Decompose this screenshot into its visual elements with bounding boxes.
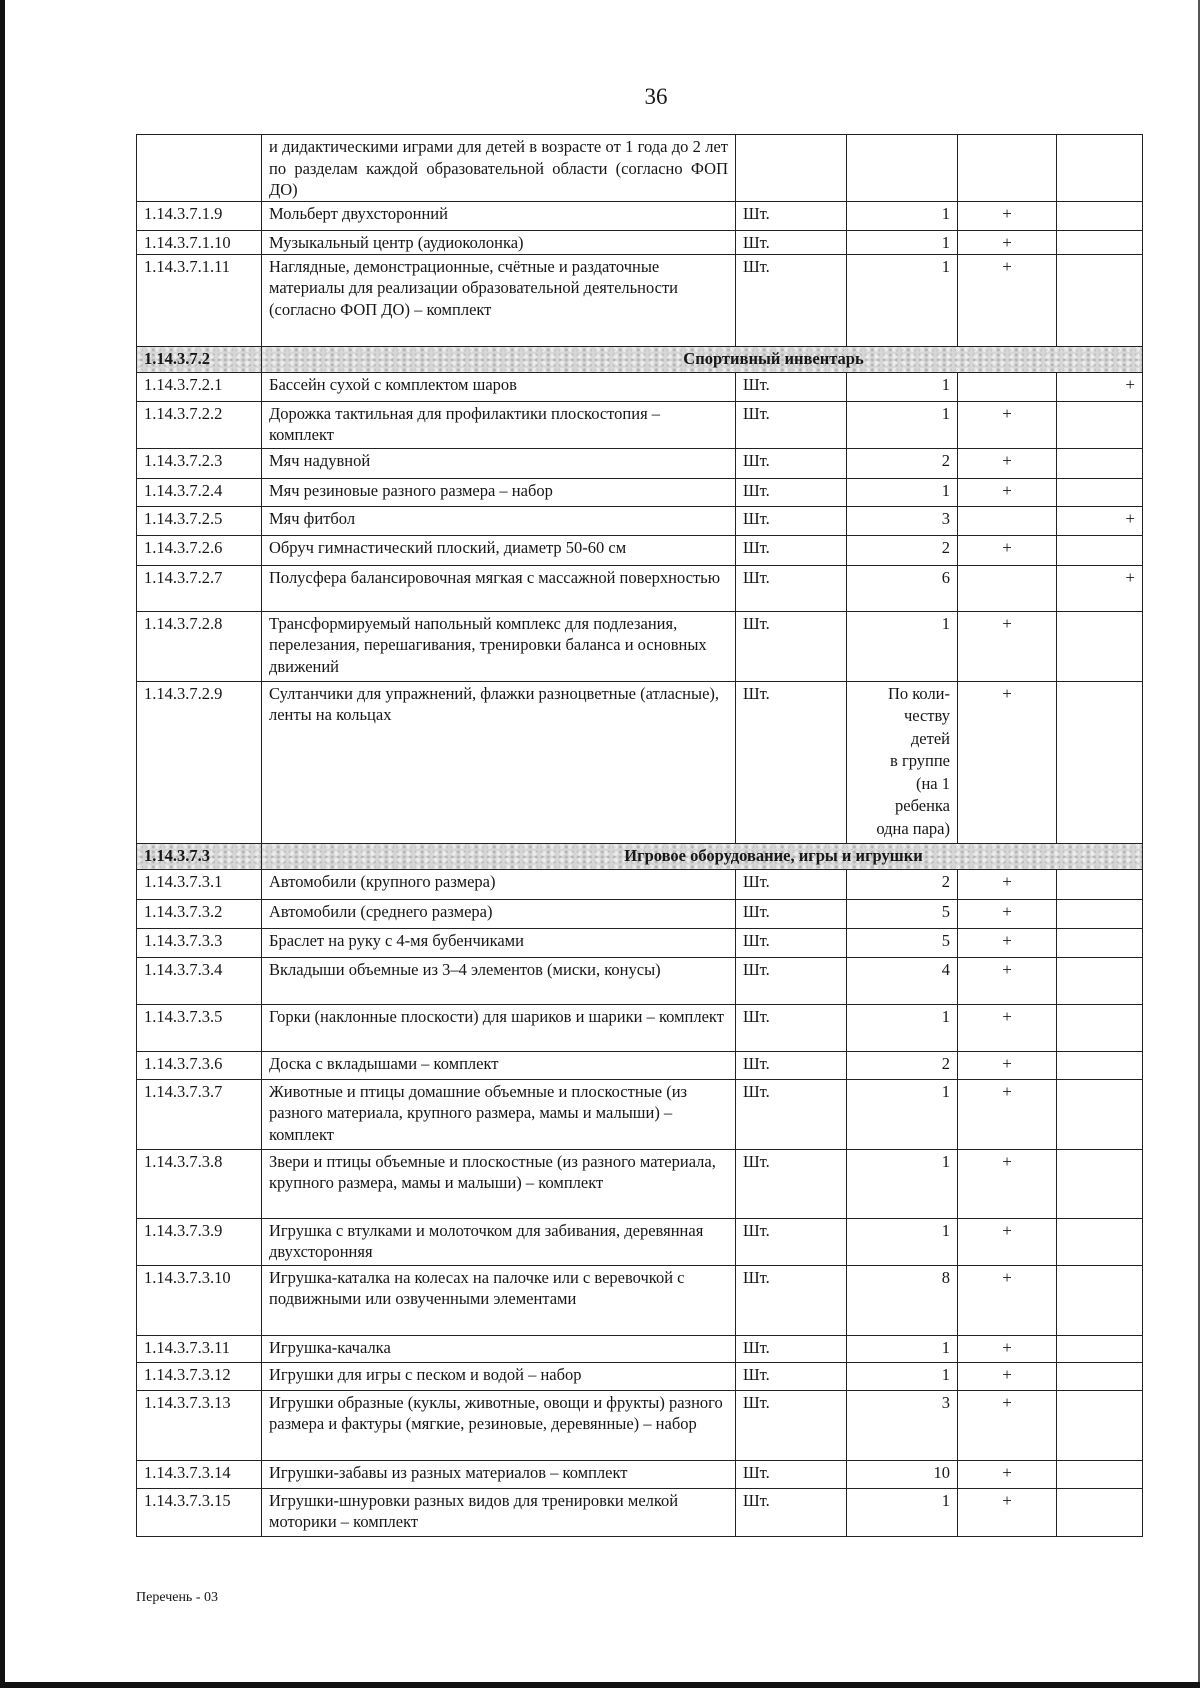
item-name: Вкладыши объемные из 3–4 элементов (миски, конусы) [262,957,736,1004]
item-code: 1.14.3.7.3.12 [137,1362,262,1390]
item-quantity: 1 [847,1079,958,1149]
item-quantity: 1 [847,1004,958,1051]
table-row [137,1265,1143,1335]
item-mark-a: + [958,1362,1057,1390]
item-mark-a: + [958,1390,1057,1460]
table-row [137,1051,1143,1079]
section-code: 1.14.3.7.3 [137,843,262,869]
section-code: 1.14.3.7.2 [137,346,262,372]
item-mark-a: + [958,1051,1057,1079]
item-name: Полусфера балансировочная мягкая с массажной поверхностью [262,565,736,611]
item-unit: Шт. [736,1460,847,1488]
item-quantity: 1 [847,201,958,230]
table-row [137,1218,1143,1265]
item-unit: Шт. [736,1004,847,1051]
item-mark-a [958,135,1057,202]
item-mark-b: + [1057,565,1143,611]
item-unit: Шт. [736,401,847,448]
item-unit: Шт. [736,899,847,928]
table-row [137,1362,1143,1390]
item-unit: Шт. [736,1149,847,1218]
page-number: 36 [644,84,668,109]
item-name: Султанчики для упражнений, флажки разноцветные (атласные), ленты на кольцах [262,681,736,843]
item-code: 1.14.3.7.1.11 [137,254,262,346]
item-mark-a: + [958,681,1057,843]
item-mark-a: + [958,1265,1057,1335]
item-quantity: 5 [847,899,958,928]
table-row [137,611,1143,681]
table-row [137,1079,1143,1149]
item-unit: Шт. [736,565,847,611]
scan-edge [0,1682,1200,1688]
item-unit: Шт. [736,869,847,899]
item-code: 1.14.3.7.2.2 [137,401,262,448]
table-body [137,135,1143,1537]
item-mark-a: + [958,535,1057,565]
item-name: и дидактическими играми для детей в возрасте от 1 года до 2 лет по разделам каждой образовательной области (согласно ФОП ДО) [262,135,736,202]
item-mark-b [1057,535,1143,565]
item-code: 1.14.3.7.3.11 [137,1335,262,1362]
item-quantity: 1 [847,1362,958,1390]
item-quantity: 8 [847,1265,958,1335]
item-mark-a: + [958,869,1057,899]
item-quantity: 1 [847,401,958,448]
item-mark-a: + [958,230,1057,254]
item-name: Игрушки для игры с песком и водой – набор [262,1362,736,1390]
table-row [137,1488,1143,1536]
item-mark-a: + [958,478,1057,506]
item-mark-a: + [958,201,1057,230]
item-quantity: 1 [847,230,958,254]
table-row [137,869,1143,899]
item-unit: Шт. [736,1390,847,1460]
item-unit: Шт. [736,1265,847,1335]
item-mark-a: + [958,1004,1057,1051]
item-name: Игрушки-шнуровки разных видов для тренировки мелкой моторики – комплект [262,1488,736,1536]
item-mark-b [1057,1004,1143,1051]
item-mark-a [958,506,1057,535]
item-code: 1.14.3.7.3.10 [137,1265,262,1335]
table-row [137,372,1143,401]
item-mark-b [1057,1390,1143,1460]
item-mark-b [1057,1488,1143,1536]
table-row [137,1335,1143,1362]
item-mark-b [1057,1218,1143,1265]
item-mark-b [1057,1051,1143,1079]
table-row [137,230,1143,254]
item-name: Горки (наклонные плоскости) для шариков и шарики – комплект [262,1004,736,1051]
item-unit: Шт. [736,611,847,681]
item-quantity: 1 [847,611,958,681]
item-code: 1.14.3.7.3.2 [137,899,262,928]
item-unit: Шт. [736,1362,847,1390]
item-mark-a: + [958,1460,1057,1488]
item-name: Музыкальный центр (аудиоколонка) [262,230,736,254]
item-unit: Шт. [736,928,847,957]
item-mark-b [1057,135,1143,202]
table-row [137,535,1143,565]
item-name: Мольберт двухсторонний [262,201,736,230]
item-mark-a [958,372,1057,401]
section-title: Спортивный инвентарь [262,346,1143,372]
item-name: Трансформируемый напольный комплекс для подлезания, перелезания, перешагивания, тренировки баланса и основных движений [262,611,736,681]
item-unit: Шт. [736,1488,847,1536]
item-quantity: По коли- честву детей в группе (на 1 ребенка одна пара) [847,681,958,843]
item-mark-a: + [958,401,1057,448]
item-mark-a: + [958,448,1057,478]
item-name: Обруч гимнастический плоский, диаметр 50-60 см [262,535,736,565]
item-code: 1.14.3.7.2.1 [137,372,262,401]
item-code: 1.14.3.7.1.9 [137,201,262,230]
item-mark-b: + [1057,506,1143,535]
item-name: Животные и птицы домашние объемные и плоскостные (из разного материала, крупного размера, мамы и малыши) – комплект [262,1079,736,1149]
item-mark-a: + [958,1079,1057,1149]
item-quantity: 1 [847,254,958,346]
item-mark-b [1057,899,1143,928]
item-quantity: 2 [847,869,958,899]
item-name: Доска с вкладышами – комплект [262,1051,736,1079]
item-quantity: 10 [847,1460,958,1488]
table-row [137,565,1143,611]
item-name: Игрушка с втулками и молоточком для забивания, деревянная двухсторонняя [262,1218,736,1265]
item-quantity: 6 [847,565,958,611]
item-unit: Шт. [736,201,847,230]
item-unit: Шт. [736,506,847,535]
item-mark-b [1057,401,1143,448]
item-unit: Шт. [736,230,847,254]
item-mark-a: + [958,1335,1057,1362]
item-code [137,135,262,202]
table-row [137,1390,1143,1460]
item-code: 1.14.3.7.3.15 [137,1488,262,1536]
item-name: Игрушка-каталка на колесах на палочке или с веревочкой с подвижными или озвученными элементами [262,1265,736,1335]
item-name: Дорожка тактильная для профилактики плоскостопия – комплект [262,401,736,448]
item-name: Бассейн сухой с комплектом шаров [262,372,736,401]
table-row [137,401,1143,448]
item-mark-b: + [1057,372,1143,401]
item-unit: Шт. [736,448,847,478]
item-mark-b [1057,1265,1143,1335]
item-name: Мяч фитбол [262,506,736,535]
item-quantity: 1 [847,1488,958,1536]
item-mark-b [1057,1149,1143,1218]
item-code: 1.14.3.7.3.5 [137,1004,262,1051]
item-code: 1.14.3.7.3.13 [137,1390,262,1460]
item-mark-b [1057,681,1143,843]
item-mark-a [958,565,1057,611]
table-row [137,957,1143,1004]
item-unit: Шт. [736,478,847,506]
item-unit [736,135,847,202]
item-code: 1.14.3.7.2.4 [137,478,262,506]
table-row [137,448,1143,478]
item-code: 1.14.3.7.2.3 [137,448,262,478]
table-row [137,506,1143,535]
table-row [137,928,1143,957]
item-mark-a: + [958,254,1057,346]
item-mark-a: + [958,899,1057,928]
item-code: 1.14.3.7.2.9 [137,681,262,843]
item-mark-b [1057,1460,1143,1488]
item-mark-b [1057,1362,1143,1390]
item-mark-a: + [958,928,1057,957]
item-code: 1.14.3.7.3.9 [137,1218,262,1265]
item-code: 1.14.3.7.3.4 [137,957,262,1004]
scan-edge [0,0,5,1688]
table-row [137,201,1143,230]
item-mark-b [1057,201,1143,230]
item-code: 1.14.3.7.2.7 [137,565,262,611]
item-quantity: 1 [847,1149,958,1218]
item-unit: Шт. [736,372,847,401]
item-code: 1.14.3.7.3.7 [137,1079,262,1149]
item-name: Игрушки-забавы из разных материалов – комплект [262,1460,736,1488]
item-code: 1.14.3.7.2.6 [137,535,262,565]
table-row [137,899,1143,928]
item-mark-b [1057,1079,1143,1149]
item-mark-a: + [958,611,1057,681]
item-code: 1.14.3.7.1.10 [137,230,262,254]
item-name: Автомобили (среднего размера) [262,899,736,928]
item-name: Игрушки образные (куклы, животные, овощи и фрукты) разного размера и фактуры (мягкие, резиновые, деревянные) – набор [262,1390,736,1460]
item-mark-b [1057,478,1143,506]
item-quantity: 3 [847,506,958,535]
footer-doc-label: Перечень - 03 [136,1590,218,1605]
item-code: 1.14.3.7.2.5 [137,506,262,535]
item-quantity: 1 [847,478,958,506]
item-name: Мяч резиновые разного размера – набор [262,478,736,506]
item-unit: Шт. [736,1079,847,1149]
item-name: Мяч надувной [262,448,736,478]
item-name: Звери и птицы объемные и плоскостные (из разного материала, крупного размера, мамы и малыши) – комплект [262,1149,736,1218]
item-quantity: 4 [847,957,958,1004]
item-name: Автомобили (крупного размера) [262,869,736,899]
item-quantity: 2 [847,1051,958,1079]
item-unit: Шт. [736,254,847,346]
item-mark-b [1057,957,1143,1004]
item-mark-a: + [958,1218,1057,1265]
item-quantity: 5 [847,928,958,957]
item-unit: Шт. [736,957,847,1004]
item-unit: Шт. [736,1218,847,1265]
table-row [137,135,1143,202]
item-code: 1.14.3.7.3.3 [137,928,262,957]
item-unit: Шт. [736,1051,847,1079]
table-row [137,254,1143,346]
item-mark-b [1057,611,1143,681]
item-mark-b [1057,448,1143,478]
item-mark-b [1057,928,1143,957]
item-quantity: 2 [847,535,958,565]
item-code: 1.14.3.7.3.8 [137,1149,262,1218]
item-mark-b [1057,230,1143,254]
table-row [137,1004,1143,1051]
item-quantity: 2 [847,448,958,478]
item-quantity: 3 [847,1390,958,1460]
item-unit: Шт. [736,681,847,843]
table-row [137,681,1143,843]
section-header-row [137,346,1143,372]
table-row [137,1149,1143,1218]
item-name: Наглядные, демонстрационные, счётные и раздаточные материалы для реализации образовательной деятельности (согласно ФОП ДО) – комплект [262,254,736,346]
item-code: 1.14.3.7.3.6 [137,1051,262,1079]
item-mark-a: + [958,1149,1057,1218]
item-code: 1.14.3.7.3.1 [137,869,262,899]
section-header-row [137,843,1143,869]
item-quantity [847,135,958,202]
section-title: Игровое оборудование, игры и игрушки [262,843,1143,869]
item-name: Браслет на руку с 4-мя бубенчиками [262,928,736,957]
item-mark-a: + [958,1488,1057,1536]
item-quantity: 1 [847,372,958,401]
item-mark-a: + [958,957,1057,1004]
item-unit: Шт. [736,1335,847,1362]
item-mark-b [1057,869,1143,899]
table-row [137,1460,1143,1488]
item-code: 1.14.3.7.3.14 [137,1460,262,1488]
item-code: 1.14.3.7.2.8 [137,611,262,681]
item-unit: Шт. [736,535,847,565]
item-mark-b [1057,1335,1143,1362]
item-mark-b [1057,254,1143,346]
item-quantity: 1 [847,1335,958,1362]
item-quantity: 1 [847,1218,958,1265]
item-name: Игрушка-качалка [262,1335,736,1362]
equipment-table [136,134,1143,1537]
table-row [137,478,1143,506]
